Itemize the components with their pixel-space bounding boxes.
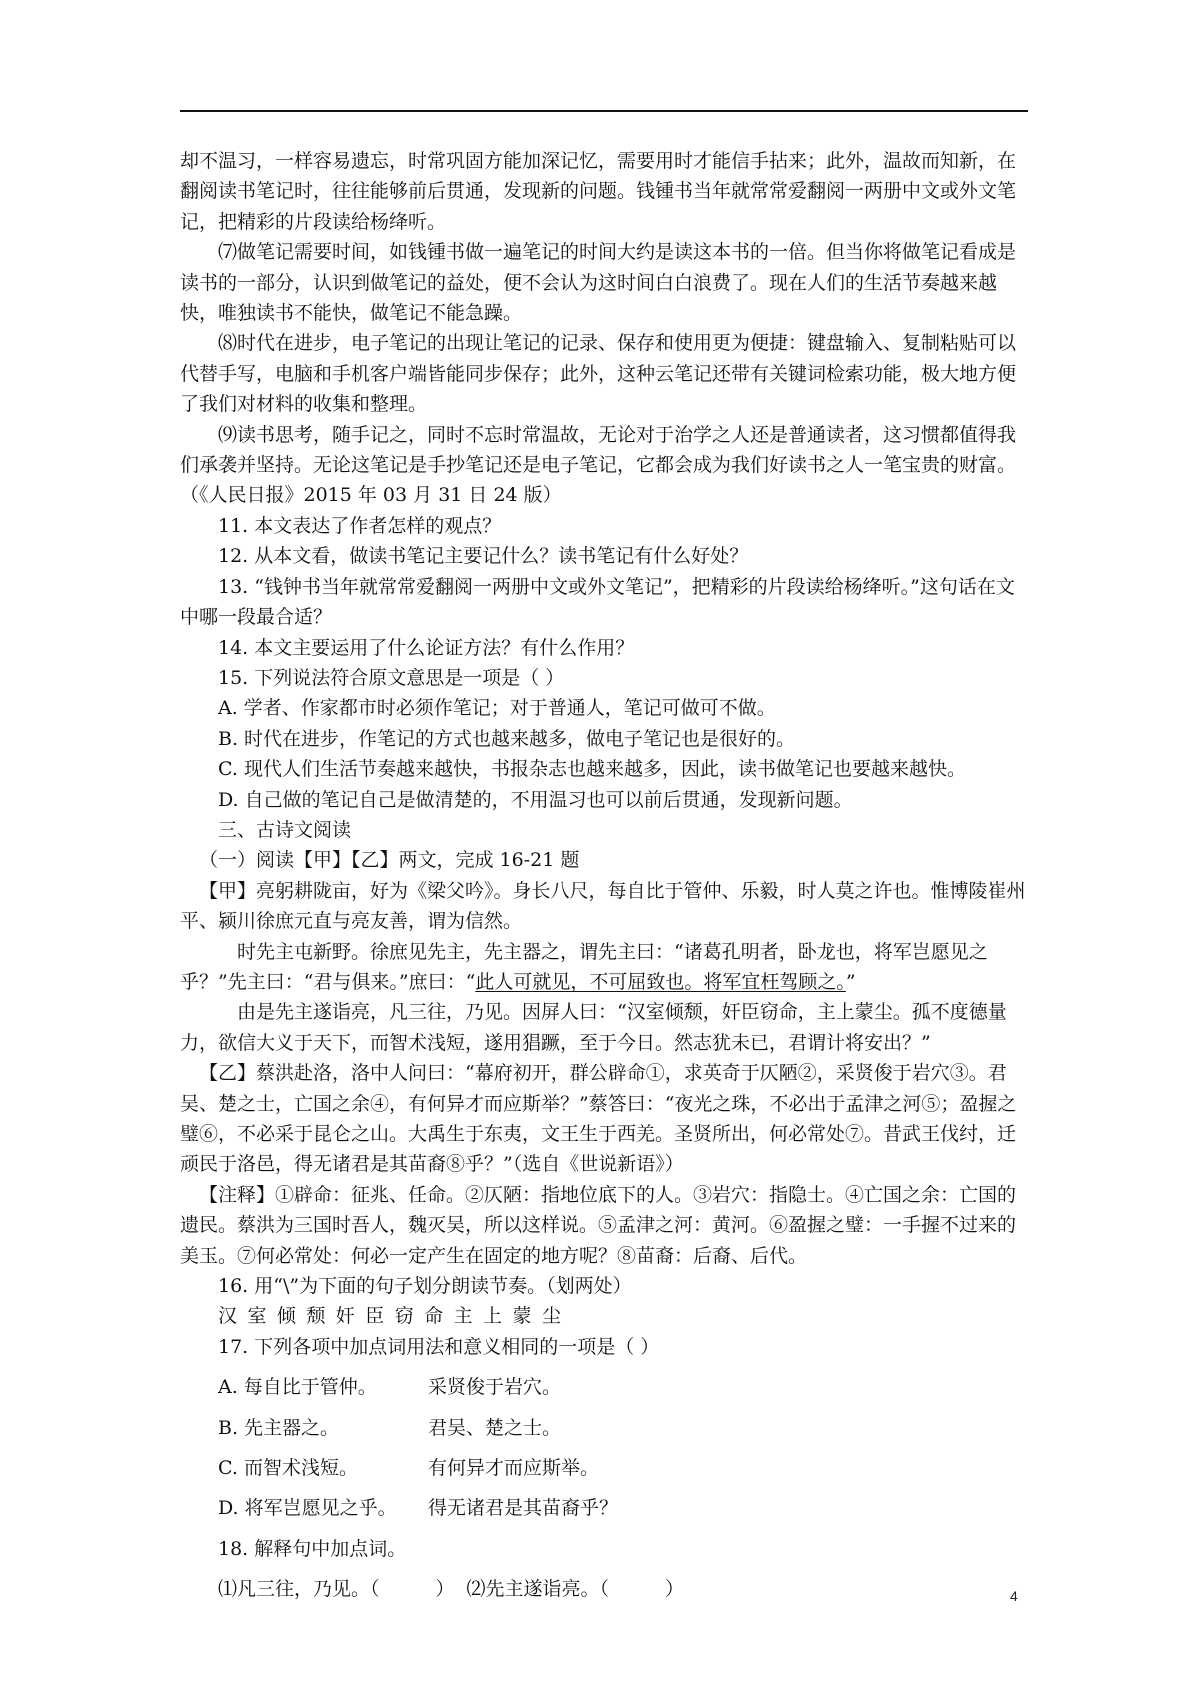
paragraph-7: ⑺做笔记需要时间，如钱锺书做一遍笔记的时间大约是读这本书的一倍。但当你将做笔记看成是读书的一部分，认识到做笔记的益处，便不会认为这时间白白浪费了。现在人们的生活节奏越来越快，唯独读书不能快，做笔记不能急躁。 <box>180 241 1017 325</box>
page-number: 4 <box>1010 1588 1018 1604</box>
question-14: 14. 本文主要运用了什么论证方法？有什么作用？ <box>218 636 635 659</box>
question-18-items <box>180 1574 1028 1604</box>
option-left: D. 将军岂愿见之乎。 <box>218 1497 397 1520</box>
passage-jia-paragraph-3: 由是先主遂诣亮，凡三往，乃见。因屏人曰：“汉室倾颓，奸臣窃命，主上蒙尘。孤不度德量力，欲信大义于天下，而智术浅短，遂用猖蹶，至于今日。然志犹未已，君谓计将安出？” <box>180 1001 1007 1054</box>
question-15-option-d: D. 自己做的笔记自己是做清楚的，不用温习也可以前后贯通，发现新问题。 <box>218 788 853 811</box>
passage-jia-text: 时先主屯新野。徐庶见先主，先主器之，谓先主曰：“诸葛孔明者，卧龙也，将军岂愿见之乎？”先主曰：“君与俱来。”庶曰：“ <box>180 940 988 993</box>
paragraph-6-continued: 却不温习，一样容易遗忘，时常巩固方能加深记忆，需要用时才能信手拈来；此外，温故而知新，在翻阅读书笔记时，往往能够前后贯通，发现新的问题。钱锺书当年就常常爱翻阅一两册中文或外文笔记，把精彩的片段读给杨绛听。 <box>180 150 1017 233</box>
option-right: 得无诸君是其苗裔乎？ <box>428 1497 619 1520</box>
question-18-item-1: ⑴凡三往，乃见。（ <box>218 1578 380 1601</box>
question-15-option-a: A. 学者、作家都市时必须作笔记；对于普通人，笔记可做可不做。 <box>218 697 776 720</box>
question-12: 12. 从本文看，做读书笔记主要记什么？读书笔记有什么好处？ <box>218 545 749 568</box>
question-17-option-c <box>180 1453 1028 1483</box>
question-15-option-c: C. 现代人们生活节奏越来越快，书报杂志也越来越多，因此，读书做笔记也要越来越快。 <box>218 758 966 781</box>
question-17-option-d <box>180 1493 1028 1523</box>
question-15-option-b: B. 时代在进步，作笔记的方式也越来越多，做电子笔记也是很好的。 <box>218 727 796 750</box>
underlined-sentence: 此人可就见，不可屈致也。将军宜枉驾顾之。 <box>475 970 846 993</box>
document-body <box>180 146 1028 1605</box>
closing-quote: ” <box>845 970 856 993</box>
option-right: 有何异才而应斯举。 <box>428 1457 600 1480</box>
option-left: A. 每自比于管仲。 <box>218 1376 377 1399</box>
option-right: 君吴、楚之士。 <box>428 1416 562 1439</box>
passage-jia-paragraph-2 <box>180 937 1028 998</box>
question-17-option-b <box>180 1413 1028 1443</box>
paragraph-8: ⑻时代在进步，电子笔记的出现让笔记的记录、保存和使用更为便捷：键盘输入、复制粘贴可以代替手写，电脑和手机客户端皆能同步保存；此外，这种云笔记还带有关键词检索功能，极大地方便了我们对材料的收集和整理。 <box>180 332 1017 416</box>
header-rule <box>180 110 1028 112</box>
option-right: 采贤俊于岩穴。 <box>428 1376 562 1399</box>
bracket-close: ） <box>435 1578 455 1601</box>
question-17-option-a <box>180 1372 1028 1402</box>
passage-yi: 【乙】蔡洪赴洛，洛中人问曰：“幕府初开，群公辟命①，求英奇于仄陋②，采贤俊于岩穴③。君吴、楚之士，亡国之余④，有何异才而应斯举？”蔡答曰：“夜光之珠，不必出于孟津之河⑤；盈握之璧⑥，不必采于昆仑之山。大禹生于东夷，文王生于西羌。圣贤所出，何必常处⑦。昔武王伐纣，迁顽民于洛邑，得无诸君是其苗裔⑧乎？”（选自《世说新语》） <box>180 1062 1017 1176</box>
question-11: 11. 本文表达了作者怎样的观点？ <box>218 514 502 537</box>
question-16-sentence: 汉室倾颓奸臣窃命主上蒙尘 <box>218 1305 572 1328</box>
question-13: 13. “钱钟书当年就常常爱翻阅一两册中文或外文笔记”，把精彩的片段读给杨绛听。”这句话在文中哪一段最合适？ <box>180 575 1015 629</box>
question-18-item-2: ⑵先主遂诣亮。（ <box>466 1578 610 1601</box>
bracket-close: ） <box>665 1578 685 1601</box>
annotations: 【注释】①辟命：征兆、任命。②仄陋：指地位底下的人。③岩穴：指隐士。④亡国之余：亡国的遗民。蔡洪为三国时吾人，魏灭吴，所以这样说。⑤孟津之河：黄河。⑥盈握之璧：一手握不过来的美玉。⑦何必常处：何必一定产生在固定的地方呢？⑧苗裔：后裔、后代。 <box>180 1183 1017 1267</box>
option-left: C. 而智术浅短。 <box>218 1457 358 1480</box>
section-title: 三、古诗文阅读 <box>218 818 352 841</box>
paragraph-9: ⑼读书思考，随手记之，同时不忘时常温故，无论对于治学之人还是普通读者，这习惯都值得我们承袭并坚持。无论这笔记是手抄笔记还是电子笔记，它都会成为我们好读书之人一笔宝贵的财富。（《人民日报》2015 年 03 月 31 日 24 版） <box>180 423 1017 507</box>
subsection-title: （一）阅读【甲】【乙】两文，完成 16-21 题 <box>199 849 580 872</box>
passage-jia-paragraph-1: 【甲】亮躬耕陇亩，好为《梁父吟》。身长八尺，每自比于管仲、乐毅，时人莫之许也。惟博陵崔州平、颍川徐庶元直与亮友善，谓为信然。 <box>180 879 1026 933</box>
question-16: 16. 用“\”为下面的句子划分朗读节奏。（划两处） <box>218 1275 632 1298</box>
option-left: B. 先主器之。 <box>218 1416 340 1439</box>
question-17: 17. 下列各项中加点词用法和意义相同的一项是（ ） <box>218 1335 660 1358</box>
question-15: 15. 下列说法符合原文意思是一项是（ ） <box>218 666 565 689</box>
question-18: 18. 解释句中加点词。 <box>218 1537 407 1560</box>
